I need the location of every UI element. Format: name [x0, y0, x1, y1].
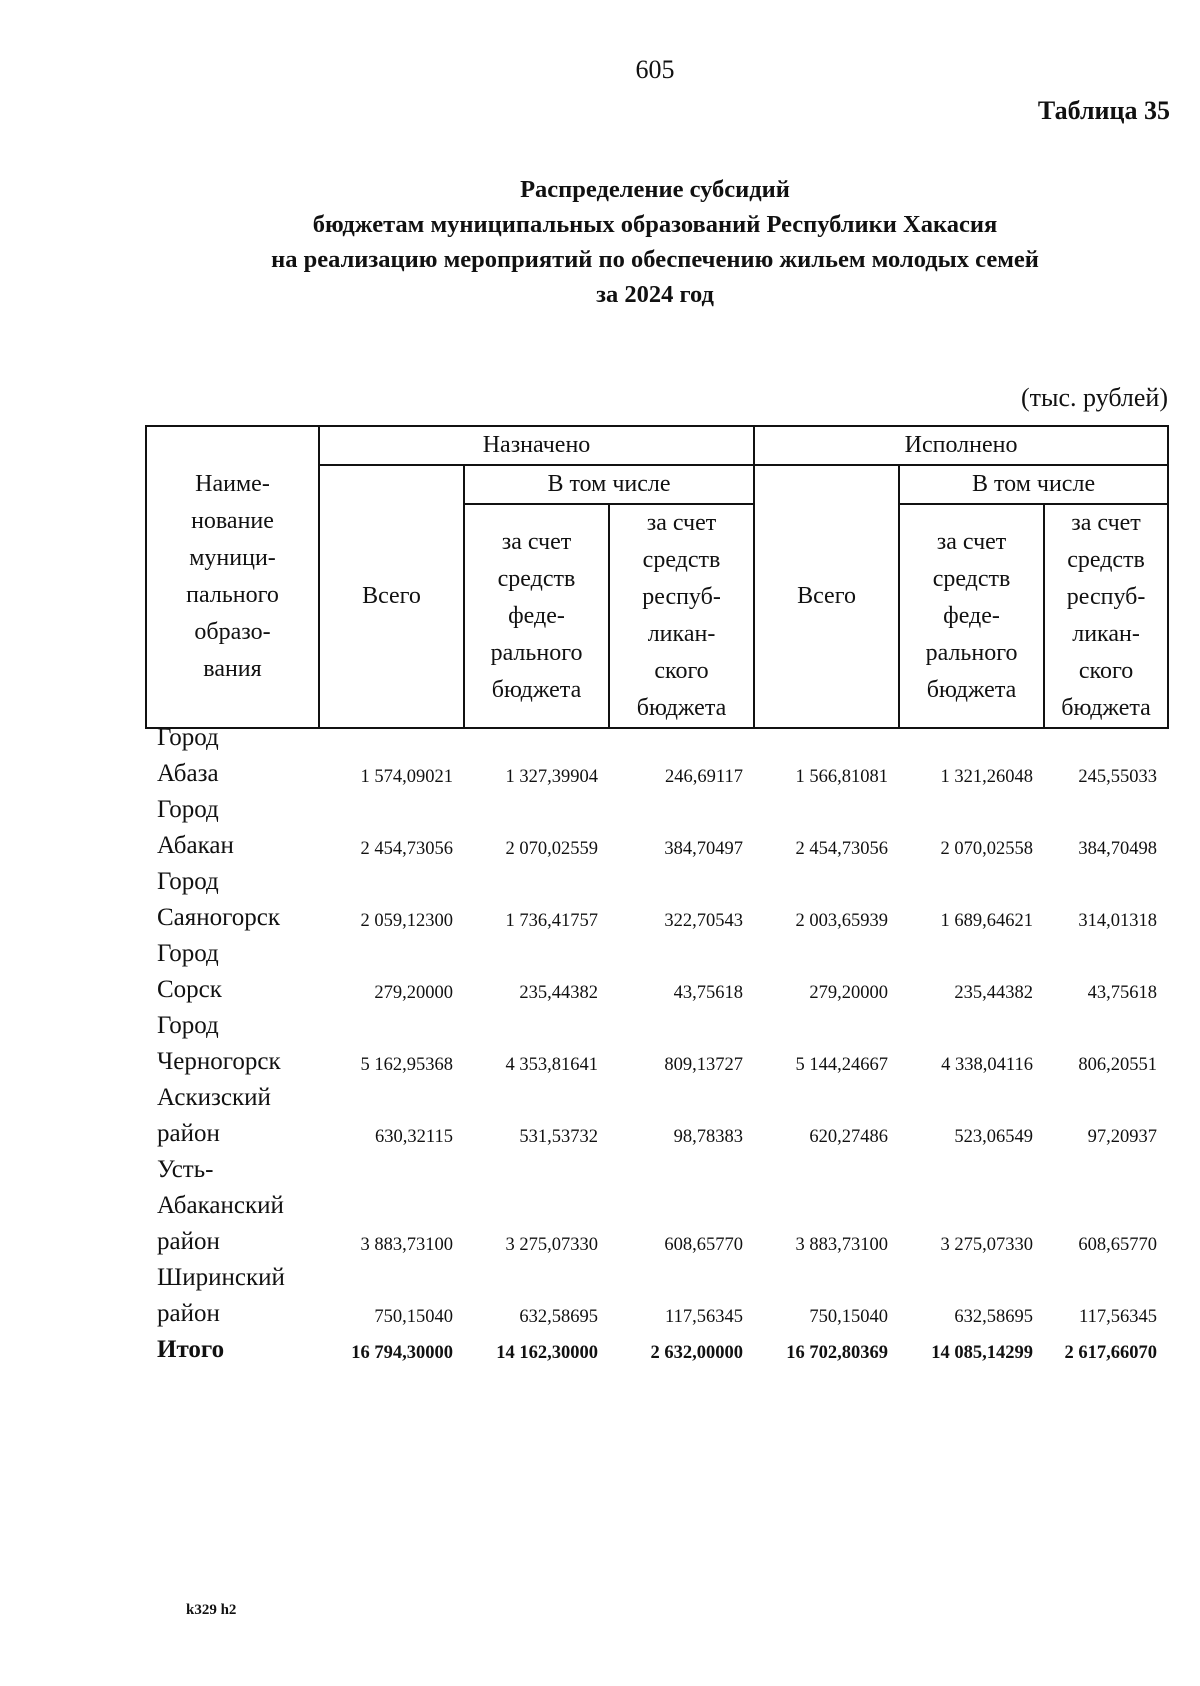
header-executed-republic: за счет средств респуб- ликан- ского бюджета — [1044, 504, 1168, 728]
assigned-total-cell: 5 162,95368 — [360, 1055, 453, 1075]
executed-republic-cell: 608,65770 — [1078, 1235, 1157, 1255]
executed-federal-cell: 523,06549 — [954, 1127, 1033, 1147]
table-row — [145, 864, 1167, 936]
municipality-name: Город Черногорск — [157, 1012, 281, 1075]
executed-total-cell: 2 454,73056 — [795, 839, 888, 859]
header-executed: Исполнено — [754, 426, 1168, 465]
executed-republic-cell: 97,20937 — [1087, 1127, 1157, 1147]
executed-republic-cell: 43,75618 — [1087, 983, 1157, 1003]
header-executed-total: Всего — [754, 465, 899, 728]
title-line-4: за 2024 год — [596, 281, 714, 308]
table-header — [145, 425, 1169, 729]
executed-republic-cell: 384,70498 — [1078, 839, 1157, 859]
table-row — [145, 792, 1167, 864]
municipality-name: Город Сорск — [157, 940, 222, 1003]
assigned-total-cell: 750,15040 — [374, 1307, 453, 1327]
assigned-federal-cell: 235,44382 — [519, 983, 598, 1003]
header-assigned-republic: за счет средств респуб- ликан- ского бюджета — [609, 504, 754, 728]
executed-total-cell: 3 883,73100 — [795, 1235, 888, 1255]
title-line-2: бюджетам муниципальных образований Республики Хакасия — [312, 211, 998, 238]
municipality-name: Город Абакан — [157, 796, 234, 859]
document-title — [0, 172, 1200, 312]
executed-total-cell: 2 003,65939 — [795, 911, 888, 931]
assigned-republic-cell: 117,56345 — [665, 1307, 743, 1327]
title-line-3: на реализацию мероприятий по обеспечению жильем молодых семей — [271, 246, 1039, 273]
assigned-federal-cell: 3 275,07330 — [505, 1235, 598, 1255]
executed-total-cell: 620,27486 — [809, 1127, 888, 1147]
assigned-republic-cell: 809,13727 — [664, 1055, 743, 1075]
total-assigned-federal: 14 162,30000 — [496, 1343, 598, 1363]
executed-federal-cell: 4 338,04116 — [941, 1055, 1033, 1075]
assigned-republic-cell: 98,78383 — [673, 1127, 743, 1147]
executed-federal-cell: 3 275,07330 — [940, 1235, 1033, 1255]
total-row — [145, 1332, 1167, 1368]
assigned-federal-cell: 531,53732 — [519, 1127, 598, 1147]
table-row — [145, 1008, 1167, 1080]
assigned-republic-cell: 43,75618 — [673, 983, 743, 1003]
executed-total-cell: 750,15040 — [809, 1307, 888, 1327]
executed-federal-cell: 1 689,64621 — [940, 911, 1033, 931]
assigned-republic-cell: 246,69117 — [665, 767, 743, 787]
assigned-republic-cell: 608,65770 — [664, 1235, 743, 1255]
executed-total-cell: 5 144,24667 — [795, 1055, 888, 1075]
assigned-federal-cell: 1 327,39904 — [505, 767, 598, 787]
assigned-total-cell: 1 574,09021 — [360, 767, 453, 787]
table-label: Таблица 35 — [1037, 96, 1170, 125]
assigned-republic-cell: 384,70497 — [664, 839, 743, 859]
header-executed-federal: за счет средств феде- рального бюджета — [899, 504, 1044, 728]
assigned-federal-cell: 2 070,02559 — [505, 839, 598, 859]
executed-federal-cell: 235,44382 — [954, 983, 1033, 1003]
executed-total-cell: 279,20000 — [809, 983, 888, 1003]
header-assigned-federal: за счет средств феде- рального бюджета — [464, 504, 609, 728]
total-assigned-total: 16 794,30000 — [351, 1343, 453, 1363]
assigned-total-cell: 279,20000 — [374, 983, 453, 1003]
table-row — [145, 1152, 1167, 1260]
table-row — [145, 1260, 1167, 1332]
header-name-column: Наиме- нование муници- пального образо- вания — [146, 426, 319, 728]
header-executed-including: В том числе — [899, 465, 1168, 504]
assigned-federal-cell: 632,58695 — [519, 1307, 598, 1327]
municipality-name: Город Абаза — [157, 724, 219, 787]
header-assigned-total: Всего — [319, 465, 464, 728]
title-line-1: Распределение субсидий — [520, 176, 790, 203]
header-assigned: Назначено — [319, 426, 754, 465]
executed-federal-cell: 2 070,02558 — [940, 839, 1033, 859]
executed-republic-cell: 806,20551 — [1078, 1055, 1157, 1075]
total-executed-total: 16 702,80369 — [786, 1343, 888, 1363]
municipality-name: Аскизский район — [157, 1084, 271, 1147]
assigned-total-cell: 2 454,73056 — [360, 839, 453, 859]
total-label: Итого — [157, 1336, 225, 1363]
executed-total-cell: 1 566,81081 — [795, 767, 888, 787]
page-number: 605 — [635, 55, 675, 84]
assigned-republic-cell: 322,70543 — [664, 911, 743, 931]
municipality-name: Усть- Абаканский район — [157, 1156, 284, 1255]
table-row — [145, 936, 1167, 1008]
total-executed-republic: 2 617,66070 — [1064, 1343, 1157, 1363]
executed-republic-cell: 245,55033 — [1078, 767, 1157, 787]
executed-federal-cell: 632,58695 — [954, 1307, 1033, 1327]
total-assigned-republic: 2 632,00000 — [650, 1343, 743, 1363]
assigned-total-cell: 630,32115 — [375, 1127, 453, 1147]
municipality-name: Ширинский район — [157, 1264, 285, 1327]
assigned-total-cell: 3 883,73100 — [360, 1235, 453, 1255]
executed-republic-cell: 117,56345 — [1079, 1307, 1157, 1327]
total-executed-federal: 14 085,14299 — [931, 1343, 1033, 1363]
assigned-federal-cell: 1 736,41757 — [505, 911, 598, 931]
executed-federal-cell: 1 321,26048 — [940, 767, 1033, 787]
footer-code: k329 h2 — [186, 1602, 237, 1618]
table-row — [145, 1080, 1167, 1152]
assigned-total-cell: 2 059,12300 — [360, 911, 453, 931]
executed-republic-cell: 314,01318 — [1078, 911, 1157, 931]
data-table — [145, 720, 1167, 1368]
assigned-federal-cell: 4 353,81641 — [505, 1055, 598, 1075]
municipality-name: Город Саяногорск — [157, 868, 281, 931]
table-row — [145, 720, 1167, 792]
units-label: (тыс. рублей) — [1020, 383, 1168, 412]
header-assigned-including: В том числе — [464, 465, 754, 504]
